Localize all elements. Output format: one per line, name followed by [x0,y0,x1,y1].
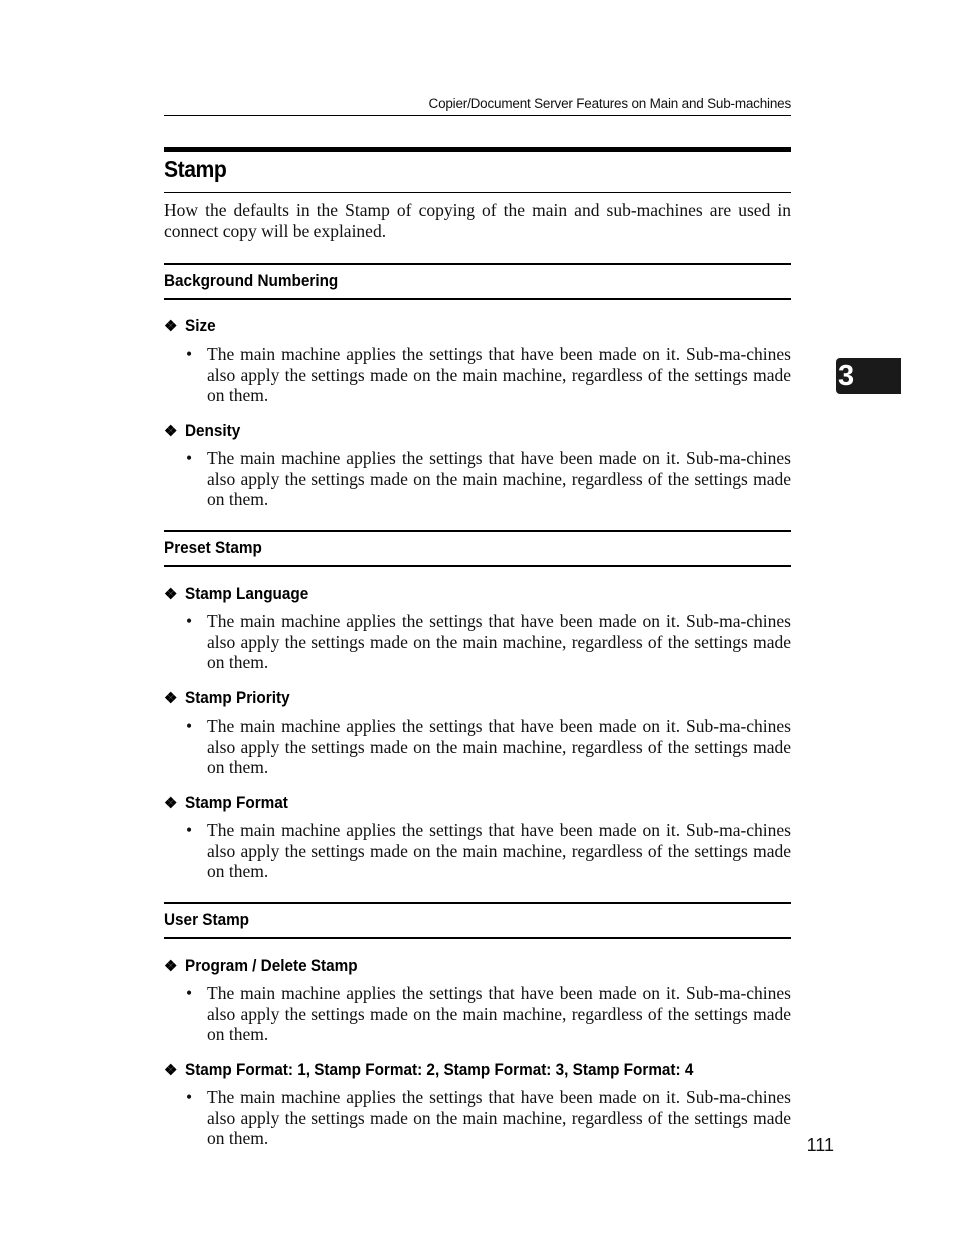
item-heading-program-delete-stamp [164,956,377,976]
bullet-icon: • [186,1087,193,1107]
bullet-item [186,716,791,778]
section-rule [164,263,791,265]
bullet-item [186,344,791,406]
item-heading-label: Stamp Priority [185,688,290,707]
item-heading-size [164,316,219,336]
bullet-item [186,448,791,510]
bullet-icon: • [186,611,193,631]
bullet-item [186,820,791,882]
section-title: User Stamp [164,910,250,929]
bullet-item [186,1087,791,1149]
section-rule [164,937,791,939]
diamond-icon: ❖ [164,958,178,975]
section-rule [164,298,791,300]
bullet-text: The main machine applies the settings that have been made on it. Sub-ma-chines also apply the settings made on the main machine, regardless of the settings made on them. [207,983,791,1044]
page-title: Stamp [164,156,227,182]
diamond-icon: ❖ [164,690,178,707]
item-heading-label: Size [185,316,216,335]
section-preset-stamp [164,530,791,568]
section-user-stamp [164,902,791,940]
section-title: Preset Stamp [164,538,262,557]
bullet-text: The main machine applies the settings that have been made on it. Sub-ma-chines also apply the settings made on the main machine, regardless of the settings made on them. [207,344,791,405]
intro-paragraph: How the defaults in the Stamp of copying of the main and sub-machines are used in connect copy will be explained. [164,200,791,241]
bullet-item [186,983,791,1045]
section-rule [164,530,791,532]
bullet-icon: • [186,448,193,468]
diamond-icon: ❖ [164,795,178,812]
bullet-text: The main machine applies the settings that have been made on it. Sub-ma-chines also apply the settings made on the main machine, regardless of the settings made on them. [207,716,791,777]
diamond-icon: ❖ [164,1062,178,1079]
section-title: Background Numbering [164,271,339,290]
page-number: 111 [806,1135,834,1155]
bullet-icon: • [186,344,193,364]
chapter-tab [836,358,901,394]
bullet-item [186,611,791,673]
chapter-number: 3 [838,360,855,392]
title-rule-thick [164,147,791,152]
bullet-text: The main machine applies the settings that have been made on it. Sub-ma-chines also apply the settings made on the main machine, regardless of the settings made on them. [207,820,791,881]
section-rule [164,902,791,904]
bullet-text: The main machine applies the settings that have been made on it. Sub-ma-chines also apply the settings made on the main machine, regardless of the settings made on them. [207,448,791,509]
bullet-text: The main machine applies the settings that have been made on it. Sub-ma-chines also apply the settings made on the main machine, regardless of the settings made on them. [207,611,791,672]
item-heading-label: Density [185,421,241,440]
item-heading-density [164,421,246,441]
diamond-icon: ❖ [164,423,178,440]
item-heading-label: Program / Delete Stamp [185,956,358,975]
title-rule-thin [164,192,791,193]
diamond-icon: ❖ [164,586,178,603]
running-header: Copier/Document Server Features on Main and Sub-machines [428,96,791,111]
item-heading-label: Stamp Language [185,584,309,603]
header-rule [164,115,791,116]
item-heading-label: Stamp Format: 1, Stamp Format: 2, Stamp Format: 3, Stamp Format: 4 [185,1060,694,1079]
section-background-numbering [164,263,791,301]
item-heading-stamp-priority [164,688,301,708]
item-heading-stamp-language [164,584,322,604]
bullet-icon: • [186,983,193,1003]
item-heading-label: Stamp Format [185,793,288,812]
section-rule [164,565,791,567]
item-heading-stamp-format [164,793,299,813]
bullet-text: The main machine applies the settings that have been made on it. Sub-ma-chines also apply the settings made on the main machine, regardless of the settings made on them. [207,1087,791,1148]
bullet-icon: • [186,820,193,840]
item-heading-stamp-format-numbers [164,1060,750,1080]
bullet-icon: • [186,716,193,736]
diamond-icon: ❖ [164,318,178,335]
